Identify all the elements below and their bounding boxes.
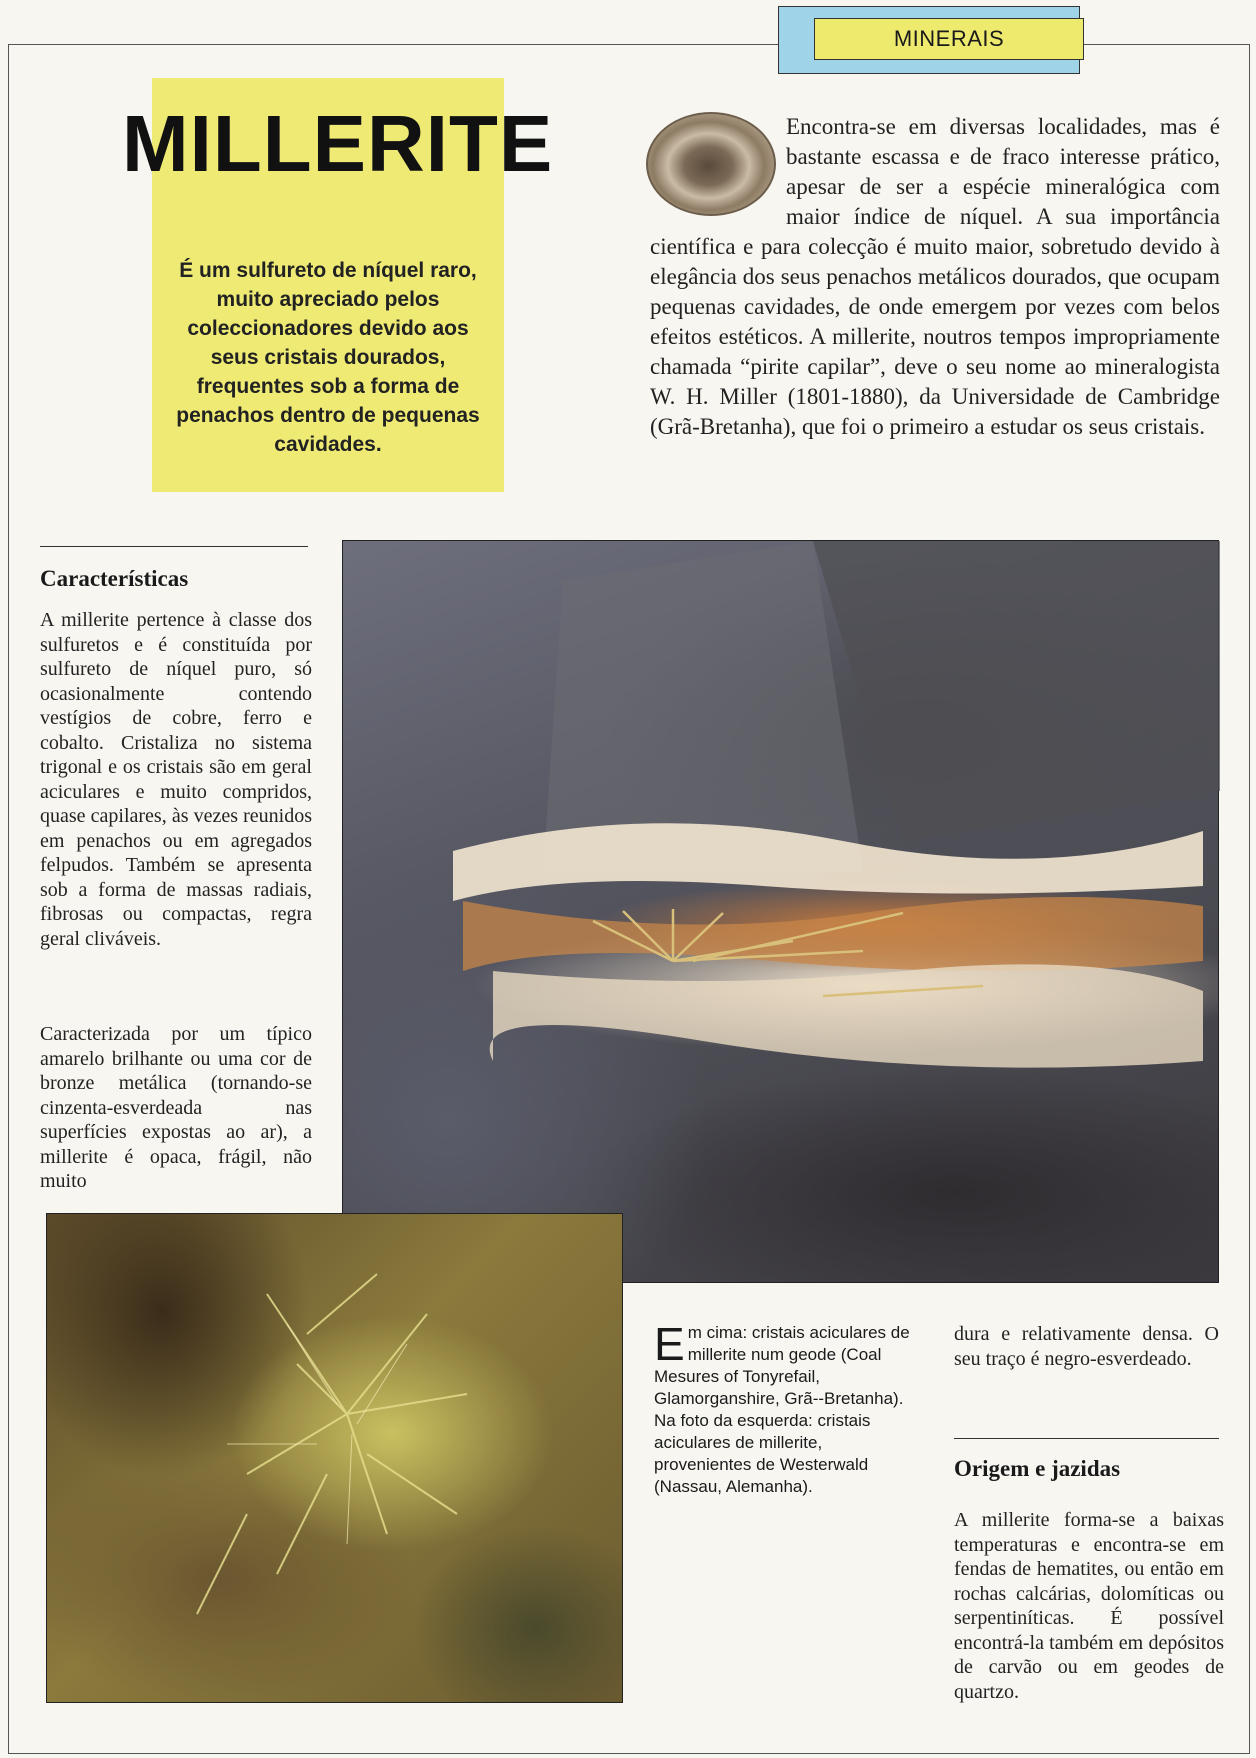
- characteristics-rule: [40, 546, 308, 547]
- westerwald-millerite-photo: [46, 1213, 623, 1703]
- intro-text: Encontra-se em diversas localidades, mas é bastante escassa e de fraco interesse prático, apesar de ser a espécie mineralógica com maior índice de níquel. A sua importância científica e para colecção é muito maior, sobretudo devido à elegância dos seus penachos metálicos dourados, que ocupam pequenas cavidades, de onde emergem por vezes com belos efeitos estéticos. A millerite, noutros tempos impropriamente chamada “pirite capilar”, deve o seu nome ao mineralogista W. H. Miller (1801-1880), da Universidade de Cambridge (Grã-Bretanha), que foi o primeiro a estudar os seus cristais.: [650, 114, 1220, 439]
- caption-initial: E: [654, 1318, 685, 1370]
- lead-text: É um sulfureto de níquel raro, muito apreciado pelos coleccionadores devido aos seus cristais dourados, frequentes sob a forma de penachos dentro de pequenas cavidades.: [176, 259, 480, 456]
- characteristics-text: A millerite pertence à classe dos sulfuretos e é constituída por sulfureto de níquel puro, só ocasionalmente contendo vestígios de cobre, ferro e cobalto. Cristaliza no sistema trigonal e os cristais são em geral aciculares e muito compridos, quase capilares, às vezes reunidos em penachos ou em agregados felpudos. Também se apresenta sob a forma de massas radiais, fibrosas ou compactas, regra geral cliváveis.: [40, 609, 312, 950]
- origin-text: A millerite forma-se a baixas temperaturas e encontra-se em fendas de hematites, ou então em rochas calcárias, dolomíticas ou serpentiníticas. É possível encontrá-la também em depósitos de carvão ou em geodes de quartzo.: [954, 1509, 1224, 1703]
- caption-text: m cima: cristais aciculares de millerite num geode (Coal Mesures of Tonyrefail, Glamorganshire, Grã--Bretanha). Na foto da esquerda: cristais aciculares de millerite, provenientes de Westerwald (Nassau, Alemanha).: [654, 1323, 910, 1496]
- geode-millerite-photo: [342, 540, 1219, 1283]
- section-tab: MINERAIS: [814, 18, 1084, 60]
- characteristics-text-continued: Caracterizada por um típico amarelo brilhante ou uma cor de bronze metálica (tornando-se cinzenta-esverdeada nas superfícies expostas ao ar), a millerite é opaca, frágil, não muito: [40, 1023, 312, 1192]
- millerite-needles-graphic: [343, 541, 1220, 1284]
- millerite-crystals-graphic: [47, 1214, 624, 1704]
- intro-paragraph: [650, 112, 1220, 442]
- origin-heading: Origem e jazidas: [954, 1456, 1121, 1481]
- intro-image-spacer: [650, 112, 786, 230]
- characteristics-continuation: dura e relativamente densa. O seu traço é negro-esverdeado.: [954, 1323, 1219, 1370]
- characteristics-heading: Características: [40, 566, 189, 591]
- origin-rule: [954, 1438, 1219, 1439]
- photo-caption: [654, 1318, 918, 1498]
- page-title: MILLERITE: [122, 99, 554, 188]
